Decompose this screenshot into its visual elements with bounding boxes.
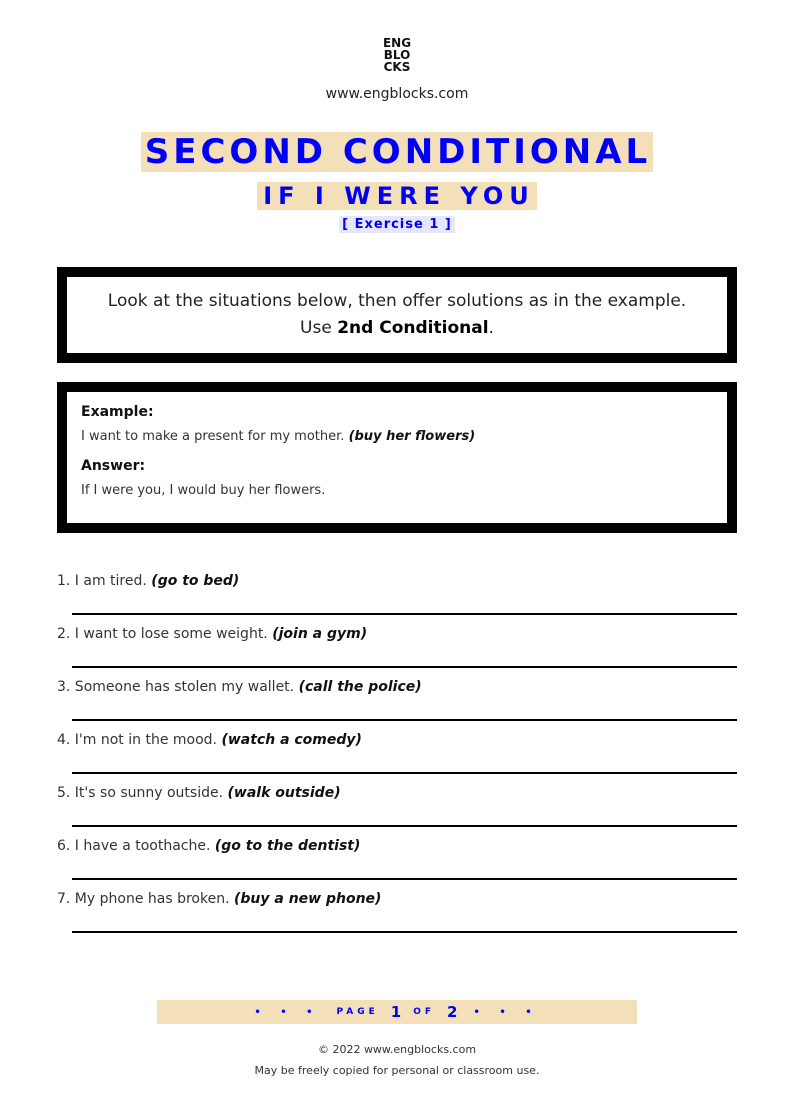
answer-line[interactable] [72, 772, 737, 774]
question-hint: (join a gym) [272, 626, 368, 642]
worksheet-subtitle: IF I WERE YOU [257, 182, 536, 210]
example-text: I want to make a present for my mother. (buy her flowers) [81, 429, 476, 444]
example-box [57, 382, 737, 533]
question-hint: (call the police) [298, 679, 422, 695]
question-hint: (go to bed) [151, 573, 240, 589]
example-hint: (buy her flowers) [348, 429, 476, 444]
question-hint: (buy a new phone) [233, 891, 382, 907]
answer-line[interactable] [72, 878, 737, 880]
copyright: © 2022 www.engblocks.com [317, 1043, 477, 1056]
answer-line[interactable] [72, 613, 737, 615]
page-label: PAGE [336, 1007, 379, 1017]
pager-dots-right: • • • [473, 1006, 540, 1018]
instructions-line-2: Use 2nd Conditional. [300, 318, 494, 338]
instructions-line-1: Look at the situations below, then offer solutions as in the example. [107, 291, 687, 311]
pager-dots-left: • • • [254, 1006, 321, 1018]
question-item: 1. I am tired. (go to bed) [57, 571, 737, 624]
question-hint: (walk outside) [227, 785, 341, 801]
question-item: 7. My phone has broken. (buy a new phone) [57, 889, 737, 942]
answer-label: Answer: [81, 458, 146, 474]
answer-line[interactable] [72, 666, 737, 668]
question-item: 4. I'm not in the mood. (watch a comedy) [57, 730, 737, 783]
answer-line[interactable] [72, 719, 737, 721]
engblocks-logo: ENG BLO CKS [382, 36, 412, 74]
usage-note: May be freely copied for personal or classroom use. [254, 1064, 540, 1077]
site-url: www.engblocks.com [325, 86, 469, 102]
page-indicator [157, 1000, 637, 1024]
answer-line[interactable] [72, 825, 737, 827]
of-label: OF [413, 1007, 436, 1017]
example-label: Example: [81, 404, 154, 420]
answer-text: If I were you, I would buy her flowers. [81, 483, 326, 498]
question-list [57, 571, 737, 942]
exercise-label: [ Exercise 1 ] [339, 216, 455, 233]
instructions-box [57, 267, 737, 363]
worksheet-title: SECOND CONDITIONAL [141, 132, 653, 172]
question-hint: (go to the dentist) [214, 838, 361, 854]
question-hint: (watch a comedy) [221, 732, 362, 748]
question-item: 3. Someone has stolen my wallet. (call the police) [57, 677, 737, 730]
answer-line[interactable] [72, 931, 737, 933]
page-total: 2 [447, 1003, 458, 1021]
page-number: 1 [390, 1003, 402, 1021]
question-item: 6. I have a toothache. (go to the dentist) [57, 836, 737, 889]
question-item: 5. It's so sunny outside. (walk outside) [57, 783, 737, 836]
question-item: 2. I want to lose some weight. (join a gym) [57, 624, 737, 677]
